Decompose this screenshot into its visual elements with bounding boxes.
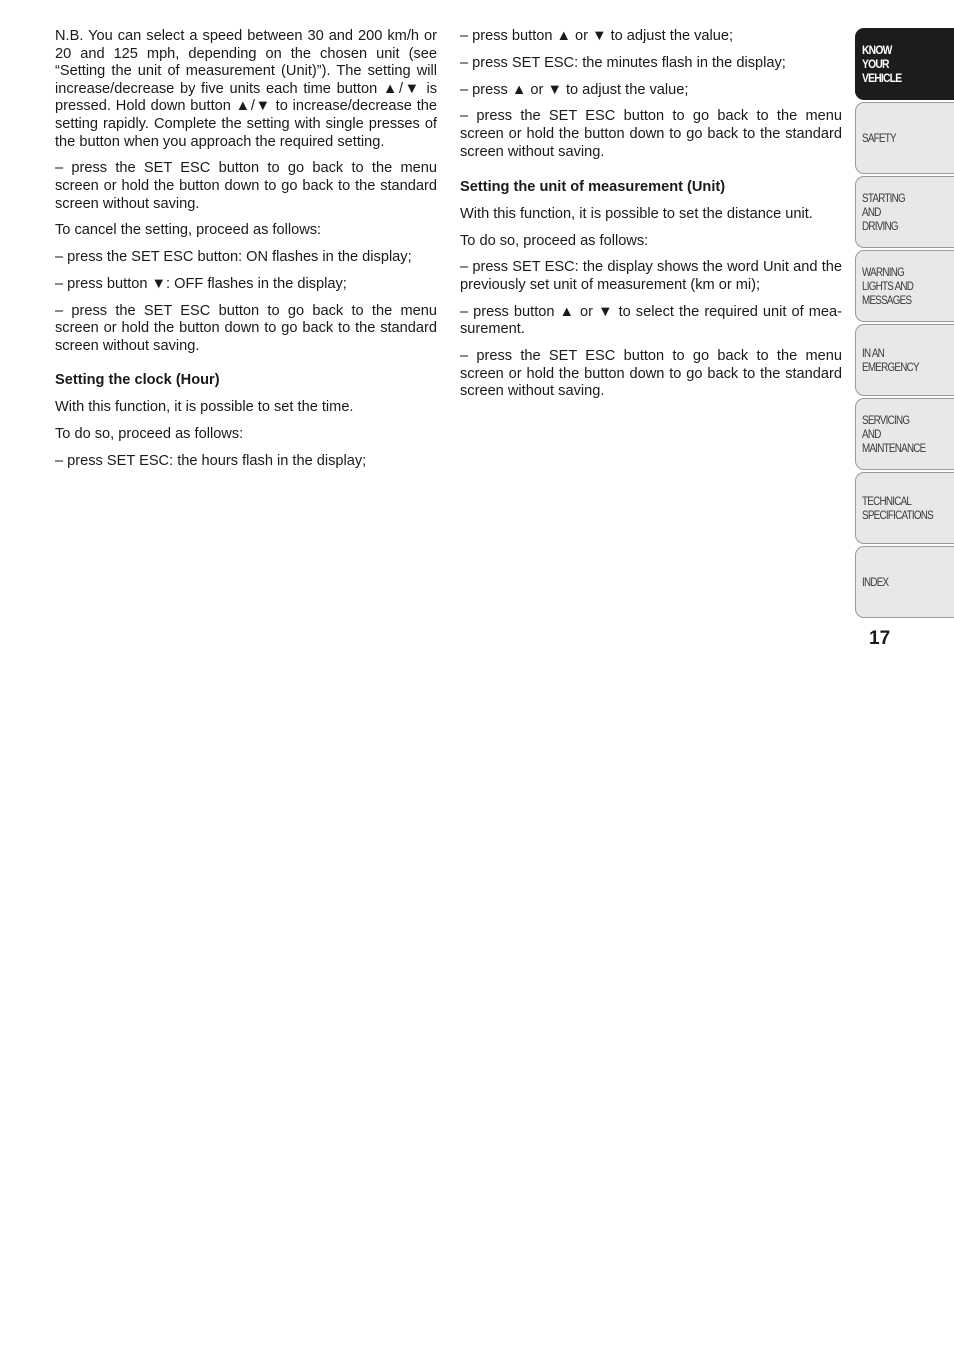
tab-starting-and-driving[interactable] — [855, 176, 954, 248]
paragraph-cancel-intro: To cancel the setting, proceed as follows: — [55, 222, 322, 239]
tab-warning-lights-and-messages[interactable] — [855, 250, 954, 322]
paragraph-step: – press SET ESC: the hours flash in the display; — [55, 452, 367, 469]
paragraph-step: – press button ▲ or ▼ to adjust the value; — [460, 28, 734, 44]
paragraph-step: – press button ▲ or ▼ to select the required unit of mea-surement. — [460, 303, 842, 338]
tab-label: STARTING AND DRIVING — [862, 191, 905, 233]
paragraph-unit-intro: With this function, it is possible to set the distance unit. — [460, 205, 813, 222]
chapter-tabs — [855, 28, 954, 620]
tab-safety[interactable] — [855, 102, 954, 174]
paragraph-proceed: To do so, proceed as follows: — [460, 232, 649, 249]
tab-servicing-and-maintenance[interactable] — [855, 398, 954, 470]
paragraph-step: – press button ▼: OFF flashes in the display; — [55, 275, 347, 292]
tab-know-your-vehicle[interactable] — [855, 28, 954, 100]
paragraph-step: – press the SET ESC button to go back to the menu screen or hold the button down to go back to the standard screen without saving. — [460, 108, 842, 160]
tab-technical-specifications[interactable] — [855, 472, 954, 544]
paragraph-step: – press the SET ESC button to go back to the menu screen or hold the button down to go back to the standard screen without saving. — [460, 348, 842, 400]
tab-index[interactable] — [855, 546, 954, 618]
tab-label: TECHNICAL SPECIFICATIONS — [862, 494, 933, 522]
paragraph-proceed: To do so, proceed as follows: — [55, 425, 244, 442]
paragraph-step: – press SET ESC: the display shows the word Unit and the previously set unit of measurement (km or mi); — [460, 259, 842, 293]
paragraph-clock-intro: With this function, it is possible to set the time. — [55, 399, 354, 416]
paragraph-step: – press the SET ESC button to go back to the menu screen or hold the button down to go back to the standard screen without saving. — [55, 302, 437, 354]
tab-label: SERVICING AND MAINTENANCE — [862, 413, 926, 455]
left-column — [55, 28, 437, 479]
heading-setting-unit: Setting the unit of measurement (Unit) — [460, 179, 726, 196]
paragraph-step: – press ▲ or ▼ to adjust the value; — [460, 81, 689, 98]
tab-label: INDEX — [862, 575, 889, 589]
tab-label: SAFETY — [862, 131, 896, 145]
paragraph-step: – press the SET ESC button: ON flashes in the display; — [55, 249, 412, 266]
tab-label: KNOW YOUR VEHICLE — [862, 43, 902, 85]
page-number: 17 — [869, 628, 891, 649]
paragraph-step: – press SET ESC: the minutes flash in the display; — [460, 54, 786, 71]
heading-setting-clock: Setting the clock (Hour) — [55, 372, 220, 389]
paragraph-step: – press the SET ESC button to go back to the menu screen or hold the button down to go back to the standard screen without saving. — [55, 160, 437, 212]
tab-label: WARNING LIGHTS AND MESSAGES — [862, 265, 914, 307]
tab-label: IN AN EMERGENCY — [862, 346, 919, 374]
middle-column — [460, 28, 842, 410]
tab-in-an-emergency[interactable] — [855, 324, 954, 396]
paragraph-speed-note: N.B. You can select a speed between 30 and 200 km/h or 20 and 125 mph, depending on the chosen unit (see “Setting the unit of measurement (Unit)”). The setting will increase/decrease by five units each time button ▲/▼ is pressed. Hold down button ▲/▼ to increase/decrease the setting rapidly. Complete the setting with single presses of the button when you approach the required setting. — [55, 28, 437, 150]
